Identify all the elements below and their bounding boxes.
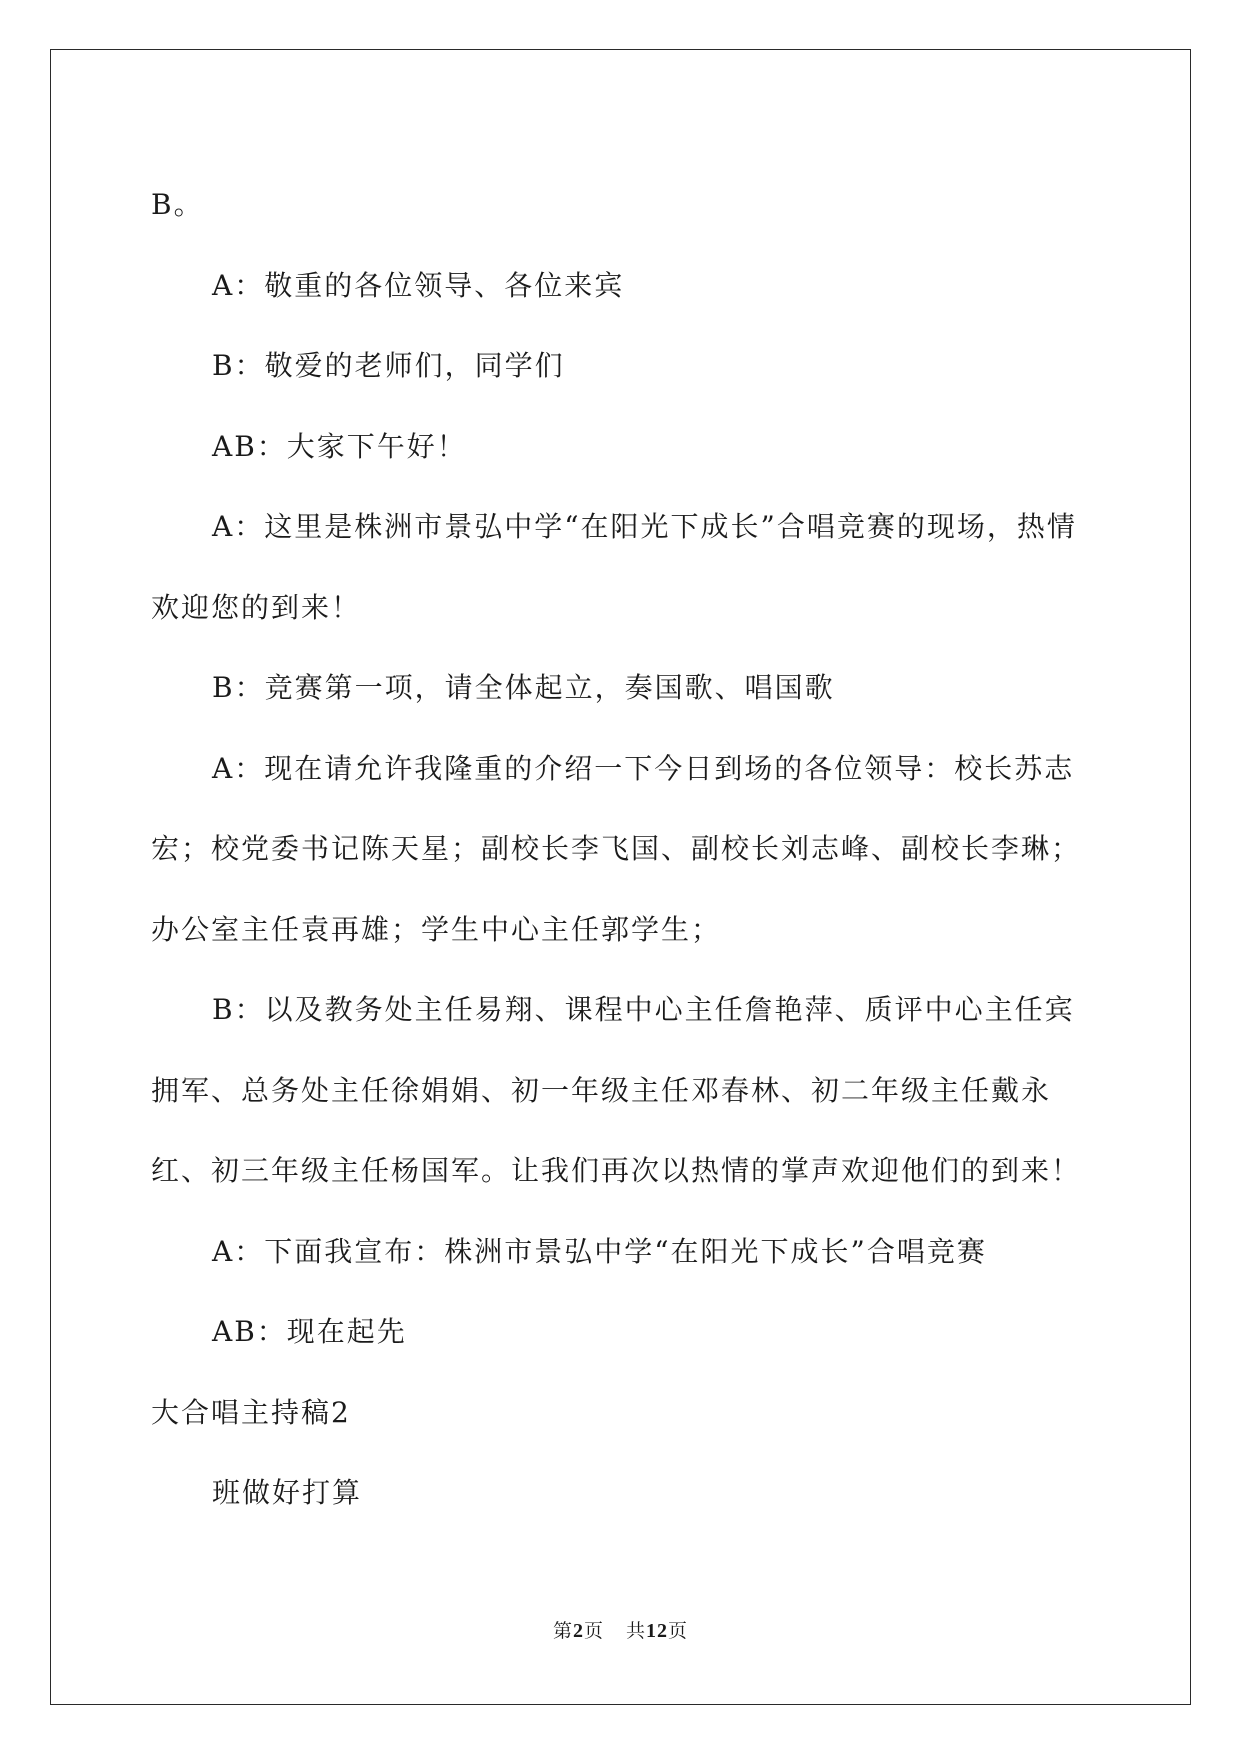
section-title: 大合唱主持稿2 — [151, 1395, 351, 1429]
total-suffix: 页 — [668, 1620, 689, 1642]
paragraph-greeting-b: B：敬爱的老师们，同学们 — [212, 349, 565, 382]
page-suffix: 页 — [583, 1620, 604, 1642]
paragraph-continuation: B。 — [151, 188, 204, 221]
paragraph-venue-intro: A：这里是株洲市景弘中学“在阳光下成长”合唱竞赛的现场，热情欢迎您的到来！ — [151, 510, 1077, 624]
paragraph-anthem: B：竞赛第一项，请全体起立，奏国歌、唱国歌 — [212, 671, 835, 704]
total-prefix: 共 — [626, 1620, 647, 1642]
page-number-footer — [0, 1616, 1241, 1643]
page-prefix: 第 — [552, 1620, 573, 1642]
paragraph-directors-intro: B：以及教务处主任易翔、课程中心主任詹艳萍、质评中心主任宾拥军、总务处主任徐娟娟、初一年级主任邓春林、初二年级主任戴永红、初三年级主任杨国军。让我们再次以热情的掌声欢迎他们的到来！ — [151, 993, 1082, 1187]
current-page-number: 2 — [572, 1620, 584, 1642]
paragraph-announcement: A：下面我宣布：株洲市景弘中学“在阳光下成长”合唱竞赛 — [212, 1234, 987, 1268]
paragraph-preparation: 班做好打算 — [212, 1476, 363, 1509]
total-page-count: 12 — [646, 1620, 669, 1642]
paragraph-greeting-a: A：敬重的各位领导、各位来宾 — [212, 268, 625, 302]
paragraph-leaders-intro: A：现在请允许我隆重的介绍一下今日到场的各位领导：校长苏志宏；校党委书记陈天星；副校长李飞国、副校长刘志峰、副校长李琳；办公室主任袁再雄；学生中心主任郭学生； — [151, 751, 1082, 946]
paragraph-start: AB：现在起先 — [212, 1315, 407, 1348]
paragraph-greeting-ab: AB：大家下午好！ — [212, 429, 467, 463]
document-body — [151, 165, 1091, 1534]
